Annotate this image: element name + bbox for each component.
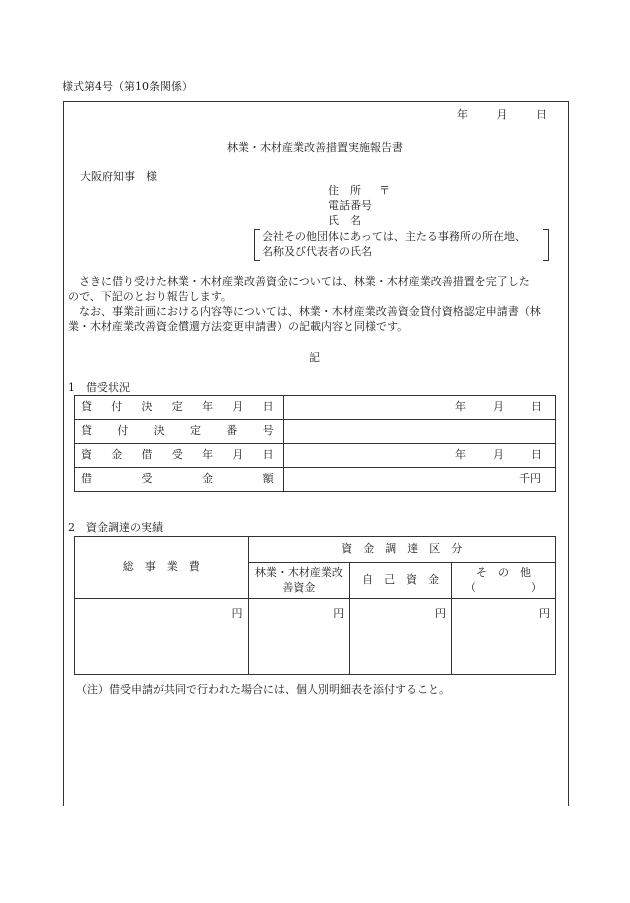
ki-mark: 記	[309, 351, 320, 364]
label-cell: 貸 付 決 定 番 号	[75, 420, 284, 444]
table-row	[75, 537, 556, 563]
total-cost-value[interactable]: 円	[75, 599, 249, 675]
funding-table	[74, 536, 556, 675]
other-funds-header: そ の 他 （ ）	[452, 563, 556, 599]
table-row	[75, 396, 556, 420]
borrowing-table	[74, 395, 556, 492]
other-funds-value[interactable]: 円	[452, 599, 556, 675]
loan-decision-number-value[interactable]	[283, 420, 555, 444]
table-row	[75, 468, 556, 492]
date-day-label: 日	[536, 108, 547, 121]
label-cell: 貸 付 決 定 年 月 日	[75, 396, 284, 420]
section1-heading: 1 借受状況	[68, 381, 130, 394]
total-cost-header: 総 事 業 費	[75, 537, 249, 599]
form-number: 様式第4号（第10条関係）	[62, 80, 193, 93]
body-p1-line2: ので、下記のとおり報告します。	[68, 290, 232, 303]
footnote: （注）借受申請が共同で行われた場合には、個人別明細表を添付すること。	[76, 683, 450, 696]
section2-heading: 2 資金調達の実績	[68, 521, 163, 534]
funding-category-header: 資 金 調 達 区 分	[248, 537, 555, 563]
borrowed-amount-value[interactable]: 千円	[283, 468, 555, 492]
body-p2-line2: 業・木材産業改善資金償還方法変更申請書）の記載内容と同様です。	[68, 320, 409, 333]
table-row	[75, 599, 556, 675]
improvement-fund-header: 林業・木材産業改 善資金	[248, 563, 350, 599]
loan-decision-date-value[interactable]: 年 月 日	[283, 396, 555, 420]
right-bracket	[543, 229, 549, 261]
address-label: 住 所	[328, 184, 361, 197]
table-row	[75, 444, 556, 468]
table-row	[75, 420, 556, 444]
body-p1-line1: さきに借り受けた林業・木材産業改善資金については、林業・木材産業改善措置を完了した	[68, 275, 530, 288]
name-label: 氏 名	[328, 214, 361, 227]
addressee: 大阪府知事 様	[80, 170, 157, 183]
label-cell: 資 金 借 受 年 月 日	[75, 444, 284, 468]
date-year-label: 年	[457, 108, 468, 121]
own-funds-header: 自 己 資 金	[350, 563, 452, 599]
date-line	[457, 108, 547, 122]
label-cell: 借 受 金 額	[75, 468, 284, 492]
left-bracket	[254, 229, 260, 261]
improvement-fund-value[interactable]: 円	[248, 599, 350, 675]
own-funds-value[interactable]: 円	[350, 599, 452, 675]
document-title: 林業・木材産業改善措置実施報告書	[227, 141, 403, 154]
applicant-note-line2: 名称及び代表者の氏名	[262, 245, 372, 258]
body-p2-line1: なお、事業計画における内容等については、林業・木材産業改善資金貸付資格認定申請書（林	[68, 305, 541, 318]
applicant-note-line1: 会社その他団体にあっては、主たる事務所の所在地、	[262, 230, 526, 243]
postal-mark: 〒	[379, 184, 390, 197]
fund-borrow-date-value[interactable]: 年 月 日	[283, 444, 555, 468]
phone-label: 電話番号	[328, 199, 372, 212]
date-month-label: 月	[496, 108, 508, 121]
